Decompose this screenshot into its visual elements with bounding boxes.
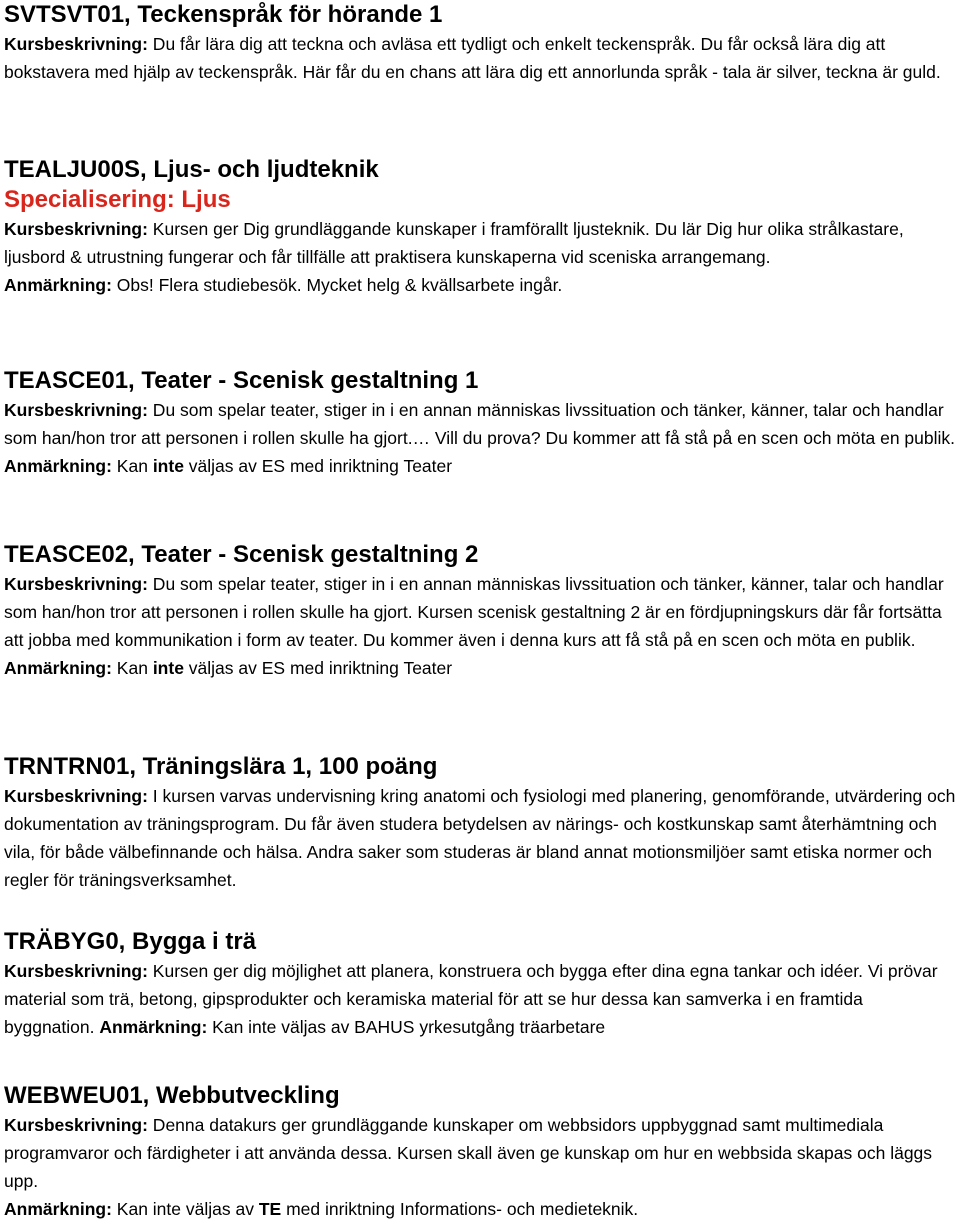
course-title: TEALJU00S, Ljus- och ljudteknik (4, 156, 379, 183)
course-title: TEASCE02, Teater - Scenisk gestaltning 2 (4, 541, 479, 568)
note-text-post: väljas av ES med inriktning Teater (183, 658, 453, 678)
course-teasce02 (4, 540, 956, 682)
description-text: Du får lära dig att teckna och avläsa ett tydligt och enkelt teckenspråk. Du får också lära dig att bokstavera med hjälp av teckenspråk. Här får du en chans att lära dig ett annorlunda språk - tala är silver, teckna är guld. (4, 34, 941, 82)
course-description (4, 396, 956, 452)
description-label: Kursbeskrivning: (4, 34, 148, 54)
course-note (4, 1195, 956, 1223)
course-description (4, 1111, 956, 1195)
description-label: Kursbeskrivning: (4, 786, 148, 806)
course-title: TRNTRN01, Träningslära 1, 100 poäng (4, 753, 438, 780)
note-text-pre: Kan inte väljas av (111, 1199, 259, 1219)
note-label: Anmärkning: (99, 1017, 208, 1037)
note-text-emphasis: TE (258, 1199, 282, 1219)
course-description (4, 782, 956, 894)
course-note (4, 452, 956, 480)
note-text-emphasis: inte (152, 456, 184, 476)
course-note (4, 654, 956, 682)
course-title: TEASCE01, Teater - Scenisk gestaltning 1 (4, 367, 479, 394)
course-svtsvt01 (4, 0, 956, 86)
description-text: Kursen ger Dig grundläggande kunskaper i framförallt ljusteknik. Du lär Dig hur olika strålkastare, ljusbord & utrustning fungerar och får tillfälle att praktisera kunskaperna vid sceniska arrangemang. (4, 219, 904, 267)
course-trntrn01 (4, 752, 956, 894)
course-description (4, 957, 956, 1041)
note-text-post: väljas av ES med inriktning Teater (183, 456, 453, 476)
description-label: Kursbeskrivning: (4, 400, 148, 420)
course-tealju00s (4, 155, 956, 299)
description-label: Kursbeskrivning: (4, 961, 148, 981)
course-teasce01 (4, 366, 956, 480)
course-description (4, 570, 956, 654)
note-text-pre: Kan (111, 456, 153, 476)
description-label: Kursbeskrivning: (4, 219, 148, 239)
note-label: Anmärkning: (4, 1199, 112, 1219)
note-text: Obs! Flera studiebesök. Mycket helg & kvällsarbete ingår. (111, 275, 563, 295)
note-label: Anmärkning: (4, 658, 112, 678)
description-text: I kursen varvas undervisning kring anatomi och fysiologi med planering, genomförande, utvärdering och dokumentation av träningsprogram. Du får även studera betydelsen av närings- och kostkunskap samt återhämtning och vila, för både välbefinnande och hälsa. Andra saker som studeras är bland annat motionsmiljöer samt etiska normer och regler för träningsverksamhet. (4, 786, 956, 890)
course-title: WEBWEU01, Webbutveckling (4, 1082, 340, 1109)
note-text-emphasis: inte (152, 658, 184, 678)
note-label: Anmärkning: (4, 275, 112, 295)
description-label: Kursbeskrivning: (4, 574, 148, 594)
description-text: Denna datakurs ger grundläggande kunskaper om webbsidors uppbyggnad samt multimediala programvaror och färdigheter i att använda dessa. Kursen skall även ge kunskap om hur en webbsida skapas och läggs upp. (4, 1115, 933, 1191)
course-trabyg0 (4, 927, 956, 1041)
course-description (4, 215, 956, 271)
description-text: Du som spelar teater, stiger in i en annan människas livssituation och tänker, känner, talar och handlar som han/hon tror att personen i rollen skulle ha gjort. Kursen scenisk gestaltning 2 är en fördjupningskurs där får fortsätta att jobba med kommunikation i form av teater. Du kommer även i denna kurs att få stå på en scen och möta en publik. (4, 574, 944, 650)
course-description (4, 30, 956, 86)
description-label: Kursbeskrivning: (4, 1115, 148, 1135)
note-text-post: med inriktning Informations- och medieteknik. (281, 1199, 639, 1219)
course-note (4, 271, 956, 299)
course-title: TRÄBYG0, Bygga i trä (4, 928, 257, 955)
note-text: Kan inte väljas av BAHUS yrkesutgång träarbetare (207, 1017, 606, 1037)
note-label: Anmärkning: (4, 456, 112, 476)
course-webweu01 (4, 1081, 956, 1223)
description-text: Du som spelar teater, stiger in i en annan människas livssituation och tänker, känner, talar och handlar som han/hon tror att personen i rollen skulle ha gjort.… Vill du prova? Du kommer att få stå på en scen och möta en publik. (4, 400, 956, 448)
course-title: SVTSVT01, Teckenspråk för hörande 1 (4, 1, 443, 28)
description-text: Kursen ger dig möjlighet att planera, konstruera och bygga efter dina egna tankar och idéer. Vi prövar material som trä, betong, gipsprodukter och keramiska material för att se hur dessa kan samverka i en framtida byggnation. (4, 961, 938, 1037)
course-specialization: Specialisering: Ljus (4, 186, 231, 213)
note-text-pre: Kan (111, 658, 153, 678)
